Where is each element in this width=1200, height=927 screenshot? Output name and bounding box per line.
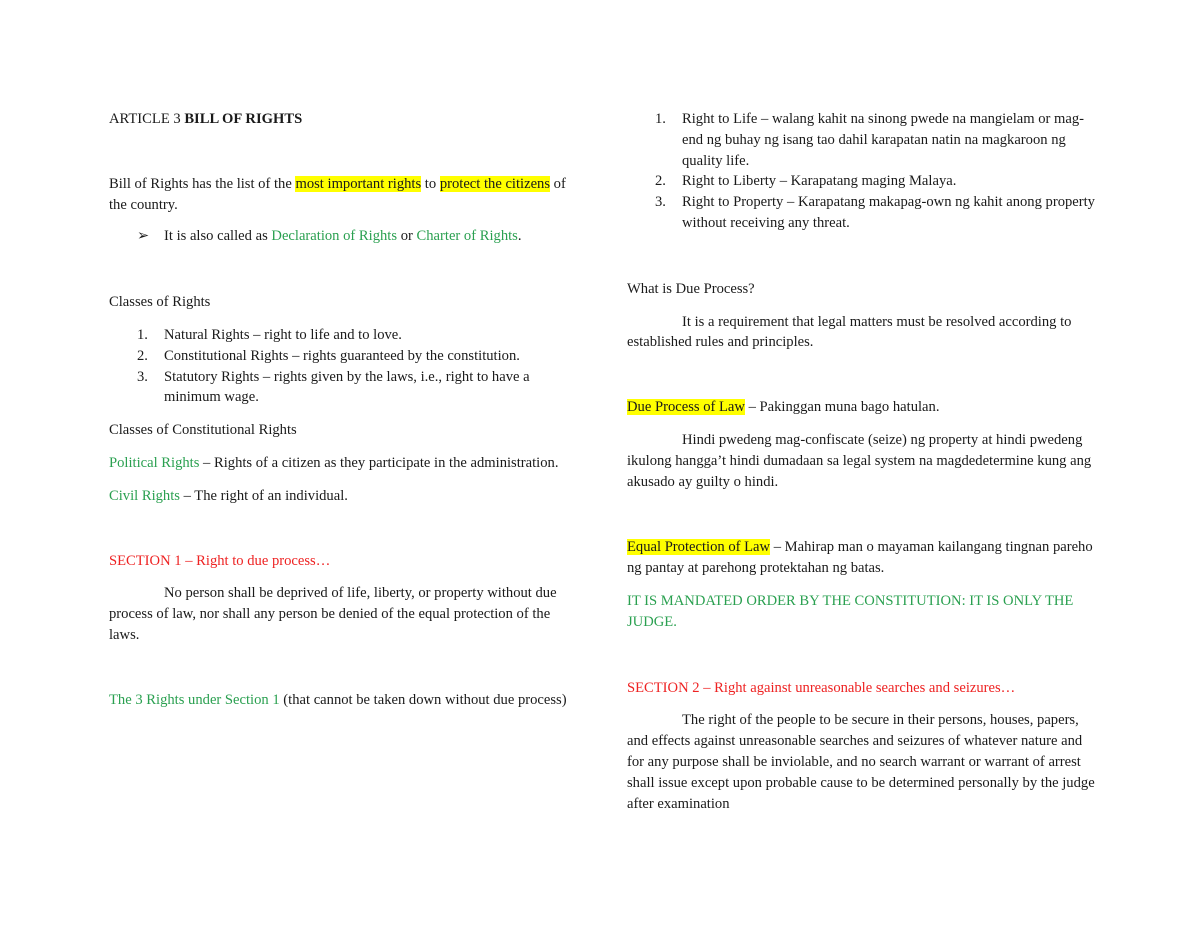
list-text: Right to Life – walang kahit na sinong pwede na mangielam or mag-end ng buhay ng isang tao dahil karapatan natin na magkaroon ng quality life. <box>682 111 1085 169</box>
due-process-law: Due Process of Law – Pakinggan muna bago hatulan. <box>627 399 940 416</box>
highlight-protect-citizens: protect the citizens <box>439 175 551 192</box>
bullet-item: ➢ It is also called as Declaration of Rights or Charter of Rights. <box>109 226 579 247</box>
section1-body: No person shall be deprived of life, liberty, or property without due process of law, nor shall any person be denied of the equal protection of the laws. <box>109 585 557 643</box>
list-text: Natural Rights – right to life and to love. <box>164 326 402 343</box>
list-number: 3. <box>137 368 148 385</box>
list-item <box>109 346 579 367</box>
rights-list <box>627 109 1097 234</box>
section2-body: The right of the people to be secure in their persons, houses, papers, and effects against unreasonable searches and seizures of whatever nature and for any purpose shall be inviolable, and no search warrant or warrant of arrest shall issue except upon probable cause to be determined personally by the judge after examination <box>627 712 1095 812</box>
civil-rights: Civil Rights – The right of an individual. <box>109 487 348 504</box>
classes-list <box>109 325 579 408</box>
intro-paragraph: Bill of Rights has the list of the most important rights to protect the citizens of the country. <box>109 175 566 213</box>
list-text: Right to Liberty – Karapatang maging Malaya. <box>682 173 957 190</box>
equal-protection: Equal Protection of Law – Mahirap man o mayaman kailangang tingnan pareho ng pantay at parehong protektahan ng batas. <box>627 539 1093 577</box>
arrow-bullet-icon: ➢ <box>137 228 150 245</box>
list-item <box>627 109 1097 171</box>
list-text: Statutory Rights – rights given by the laws, i.e., right to have a minimum wage. <box>164 368 530 406</box>
list-number: 2. <box>137 347 148 364</box>
list-number: 2. <box>655 173 666 190</box>
section2-heading: SECTION 2 – Right against unreasonable searches and seizures… <box>627 679 1016 696</box>
section1-heading: SECTION 1 – Right to due process… <box>109 552 331 569</box>
list-number: 1. <box>655 111 666 127</box>
list-number: 3. <box>655 194 666 211</box>
list-text: Constitutional Rights – rights guaranteed by the constitution. <box>164 347 520 364</box>
highlight-important-rights: most important rights <box>295 175 422 192</box>
article-title: ARTICLE 3 BILL OF RIGHTS <box>109 111 303 127</box>
const-rights-heading: Classes of Constitutional Rights <box>109 422 297 439</box>
mandate-note: IT IS MANDATED ORDER BY THE CONSTITUTION: IT IS ONLY THE JUDGE. <box>627 592 1074 630</box>
right-column <box>627 109 1097 814</box>
list-item <box>627 192 1097 234</box>
list-item <box>627 171 1097 192</box>
list-item <box>109 367 579 409</box>
due-process-law-body: Hindi pwedeng mag-confiscate (seize) ng property at hindi pwedeng ikulong hangga’t hindi dumadaan sa legal system na magdedetermine kung ang akusado ay guilty o hindi. <box>627 431 1092 490</box>
due-process-question: What is Due Process? <box>627 280 755 297</box>
list-item <box>109 325 579 346</box>
three-rights-heading: The 3 Rights under Section 1 (that cannot be taken down without due process) <box>109 691 567 708</box>
list-text: Right to Property – Karapatang makapag-own ng kahit anong property without receiving any threat. <box>682 194 1095 231</box>
classes-heading: Classes of Rights <box>109 294 211 311</box>
political-rights: Political Rights – Rights of a citizen as they participate in the administration. <box>109 454 559 471</box>
left-column <box>109 109 579 711</box>
due-process-answer: It is a requirement that legal matters must be resolved according to established rules and principles. <box>627 313 1072 351</box>
list-number: 1. <box>137 326 148 343</box>
